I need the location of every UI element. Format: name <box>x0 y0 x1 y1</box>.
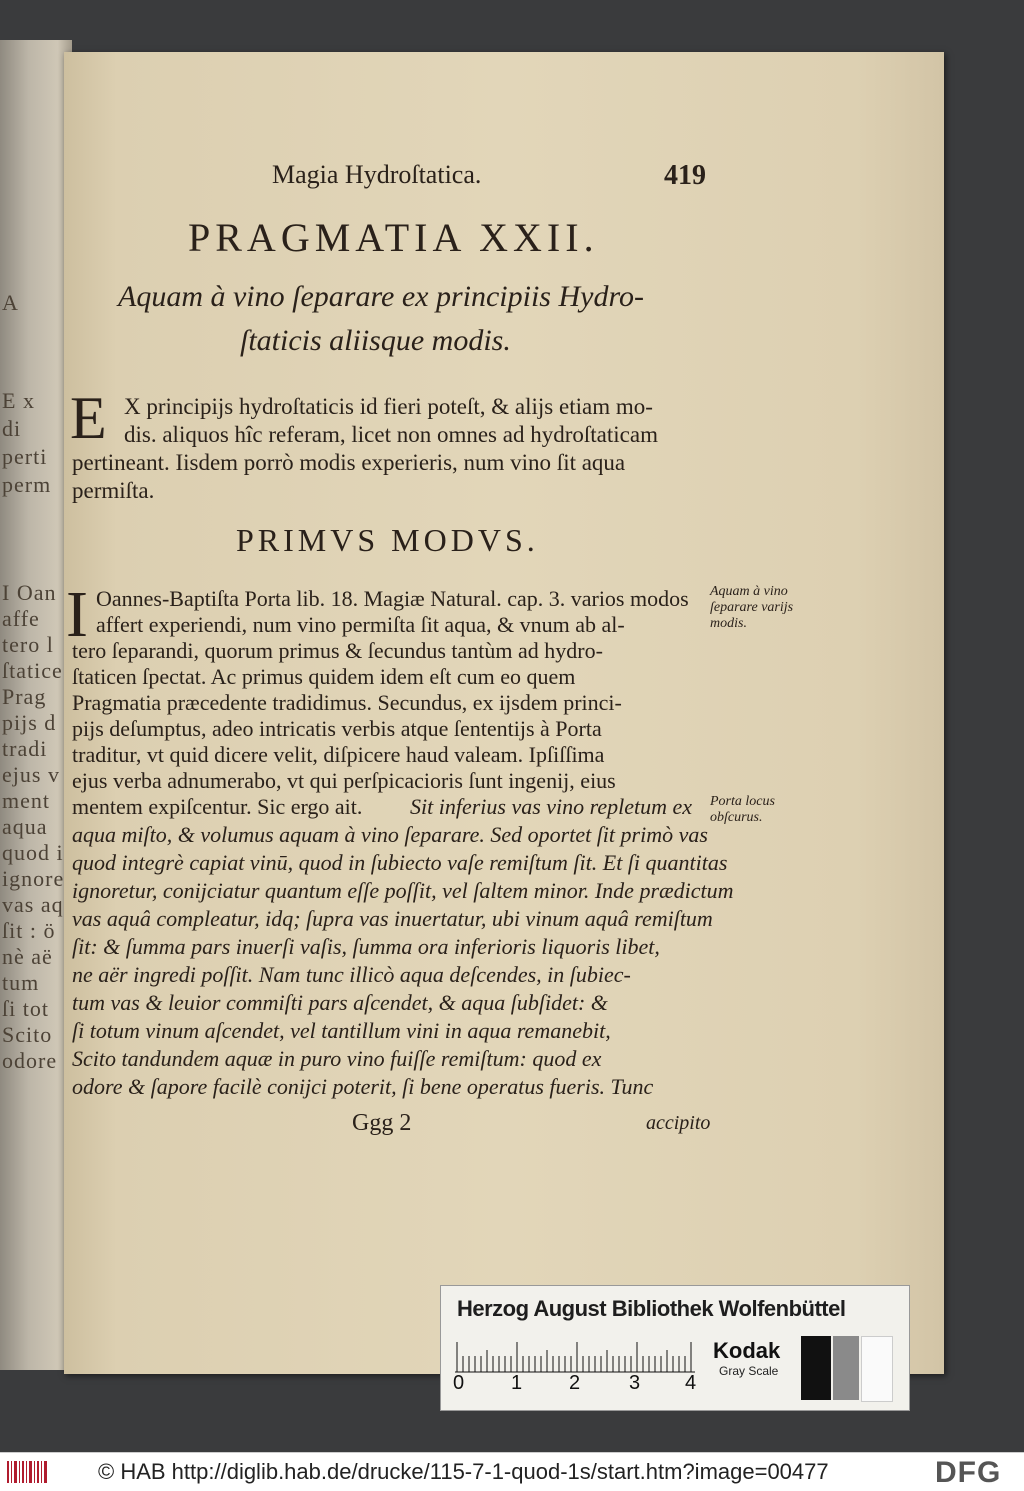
body-line: ejus verba adnumerabo, vt qui perſpicacioris ſunt ingenij, eius <box>72 768 616 793</box>
left-page-edge <box>0 40 72 1370</box>
body-line: odore & ſapore facilè conijci poterit, ſi bene operatus fueris. Tunc <box>72 1074 654 1099</box>
body-line: tum vas & leuior commiſti pars aſcendet, & aqua ſubſidet: & <box>72 990 608 1015</box>
ruler-label: 0 <box>453 1372 465 1394</box>
left-page-text: odore <box>2 1048 58 1073</box>
chapter-subtitle: Aquam à vino ſeparare ex principiis Hydro- <box>118 280 645 313</box>
body-line: dis. aliquos hîc referam, licet non omnes ad hydroſtaticam <box>124 422 658 447</box>
body-line: vas aquâ compleatur, idq; ſupra vas inuertatur, ubi vinum aquâ remiſtum <box>72 906 713 931</box>
left-page-text: affe <box>2 606 40 631</box>
left-page-text: vas aq <box>2 892 64 917</box>
body-line: quod integrè capiat vinū, quod in ſubiecto vaſe remiſtum ſit. Et ſi quantitas <box>72 850 728 875</box>
printer-signature: Ggg 2 <box>352 1110 412 1136</box>
left-page-text: tum <box>2 970 40 995</box>
body-line: aqua miſto, & volumus aquam à vino ſeparare. Sed oportet ſit primò vas <box>72 822 708 847</box>
ruler-label: 4 <box>685 1372 697 1394</box>
drop-capital: I <box>66 578 88 651</box>
dfg-logo: DFG <box>935 1456 1002 1489</box>
left-page-text: ment <box>2 788 50 813</box>
ruler-label: 1 <box>511 1372 523 1394</box>
ruler-label: 3 <box>629 1372 641 1394</box>
color-calibration-card <box>440 1285 910 1411</box>
gray-swatch-white <box>861 1336 893 1402</box>
body-line: Pragmatia præcedente tradidimus. Secundus, ex ijsdem princi- <box>72 690 622 715</box>
left-page-text: di <box>2 416 22 441</box>
ruler-scale <box>455 1342 695 1374</box>
barcode-icon <box>6 1459 48 1485</box>
viewer-footer <box>0 1452 1024 1491</box>
left-page-text: E x <box>2 388 35 413</box>
margin-note: Porta locus obſcurus. <box>710 794 775 825</box>
body-line: ignoretur, conijciatur quantum eſſe poſſit, vel ſaltem minor. Inde prædictum <box>72 878 734 903</box>
chapter-heading: PRAGMATIA XXII. <box>188 215 599 260</box>
book-page <box>64 52 944 1374</box>
body-line: traditur, vt quid dicere velit, diſpicere haud valeam. Ipſiſſima <box>72 742 605 767</box>
margin-note: Aquam à vino ſeparare varijs modis. <box>710 584 794 631</box>
left-page-text: aqua <box>2 814 48 839</box>
body-line: ſtaticen ſpectat. Ac primus quidem idem eſt cum eo quem <box>72 664 576 689</box>
body-line: Oannes-Baptiſta Porta lib. 18. Magiæ Natural. cap. 3. varios modos <box>96 586 689 611</box>
left-page-text: ſit : ö <box>2 918 56 943</box>
body-line: X principijs hydroſtaticis id fieri poteſt, & alijs etiam mo- <box>124 394 653 419</box>
left-page-text: tero l <box>2 632 54 657</box>
body-line: ſi totum vinum aſcendet, vel tantillum vini in aqua remanebit, <box>72 1018 611 1043</box>
left-page-text: ſi tot <box>2 996 49 1021</box>
body-line: ſit: & ſumma pars inuerſi vaſis, ſumma ora inferioris liquoris libet, <box>72 934 660 959</box>
body-line: mentem expiſcentur. Sic ergo ait. <box>72 794 363 819</box>
left-page-text: ejus v <box>2 762 60 787</box>
library-name: Herzog August Bibliothek Wolfenbüttel <box>457 1296 846 1321</box>
left-page-text: quod i <box>2 840 64 865</box>
left-page-text: ſtatice <box>2 658 63 683</box>
body-line: Sit inferius vas vino repletum ex <box>410 794 693 819</box>
body-line: permiſta. <box>72 478 155 503</box>
kodak-logo: Kodak <box>713 1338 781 1363</box>
left-page-text: ignore <box>2 866 65 891</box>
drop-capital: E <box>70 385 107 451</box>
body-line: pertineant. Iisdem porrò modis experieris, num vino ſit aqua <box>72 450 626 475</box>
ruler-label: 2 <box>569 1372 581 1394</box>
body-line: affert experiendi, num vino permiſta ſit aqua, & vnum ab al- <box>96 612 625 637</box>
grayscale-label: Gray Scale <box>719 1364 779 1378</box>
catchword: accipito <box>646 1112 711 1134</box>
left-page-text: nè aë <box>2 944 53 969</box>
section-heading: PRIMVS MODVS. <box>236 522 539 558</box>
left-page-text: pijs d <box>2 710 57 735</box>
chapter-subtitle: ſtaticis aliisque modis. <box>240 324 511 357</box>
page-number: 419 <box>664 160 706 191</box>
left-page-text: I Oan <box>2 580 57 605</box>
gray-swatch-black <box>801 1336 831 1400</box>
left-page-text: A <box>2 290 19 315</box>
left-page-text: tradi <box>2 736 48 761</box>
body-line: ne aër ingredi poſſit. Nam tunc illicò aqua deſcendes, in ſubiec- <box>72 962 631 987</box>
running-head: Magia Hydroſtatica. <box>272 160 482 189</box>
body-line: tero ſeparandi, quorum primus & ſecundus tantùm ad hydro- <box>72 638 603 663</box>
source-link[interactable]: © HAB http://diglib.hab.de/drucke/115-7-1-quod-1s/start.htm?image=00477 <box>98 1459 829 1484</box>
gray-swatch-mid <box>833 1336 859 1400</box>
left-page-text: perti <box>2 444 48 469</box>
left-page-text: Prag <box>2 684 47 709</box>
body-line: pijs deſumptus, adeo intricatis verbis atque ſententijs à Porta <box>72 716 602 741</box>
left-page-text: Scito <box>2 1022 53 1047</box>
body-line: Scito tandundem aquæ in puro vino fuiſſe remiſtum: quod ex <box>72 1046 602 1071</box>
left-page-text: perm <box>2 472 52 497</box>
